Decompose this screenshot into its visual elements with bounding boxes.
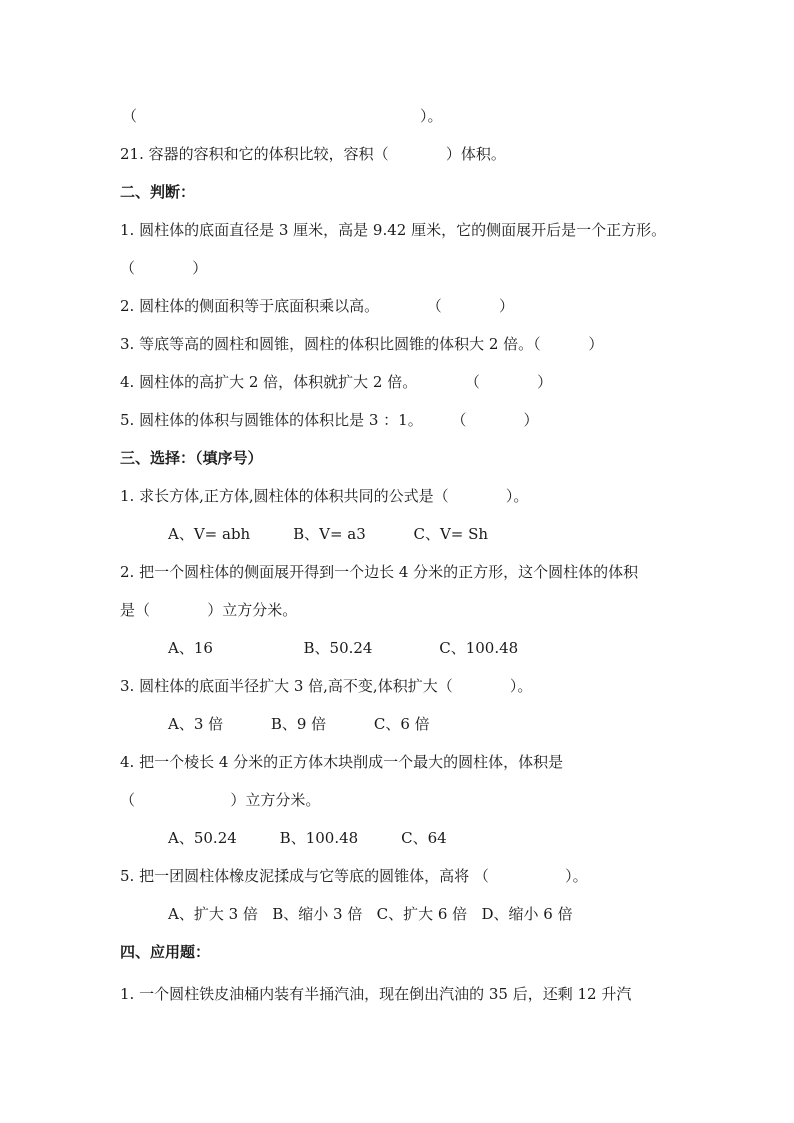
choice-q3: 3. 圆柱体的底面半径扩大 3 倍,高不变,体积扩大（ ）。 <box>120 677 533 695</box>
choice-q2-line2: 是（ ）立方分米。 <box>120 601 298 619</box>
choice-q4-line2: （ ）立方分米。 <box>120 791 321 809</box>
choice-q2-line1: 2. 把一个圆柱体的侧面展开得到一个边长 4 分米的正方形，这个圆柱体的体积 <box>120 563 639 581</box>
choice-q1: 1. 求长方体,正方体,圆柱体的体积共同的公式是（ ）。 <box>120 487 529 505</box>
carryover-open: （ <box>122 107 138 125</box>
choice-q5-options: A、扩大 3 倍 B、缩小 3 倍 C、扩大 6 倍 D、缩小 6 倍 <box>168 905 573 923</box>
judge-item-4: 4. 圆柱体的高扩大 2 倍，体积就扩大 2 倍。 （ ） <box>120 373 553 391</box>
question-21: 21. 容器的容积和它的体积比较，容积（ ）体积。 <box>120 145 506 163</box>
choice-q3-options: A、3 倍 B、9 倍 C、6 倍 <box>168 715 430 733</box>
application-q1: 1. 一个圆柱铁皮油桶内装有半捅汽油，现在倒出汽油的 35 后，还剩 12 升汽 <box>120 985 632 1003</box>
choice-q2-options: A、16 B、50.24 C、100.48 <box>168 639 519 657</box>
judge-item-2: 2. 圆柱体的侧面积等于底面积乘以高。 （ ） <box>120 297 514 315</box>
section-3-title: 三、选择：（填序号） <box>120 449 263 467</box>
choice-q5: 5. 把一团圆柱体橡皮泥揉成与它等底的圆锥体，高将 （ ）。 <box>120 867 588 885</box>
judge-item-1: 1. 圆柱体的底面直径是 3 厘米，高是 9.42 厘米，它的侧面展开后是一个正方形。 <box>120 221 667 239</box>
section-2-title: 二、判断： <box>120 183 196 201</box>
judge-item-3: 3. 等底等高的圆柱和圆锥，圆柱的体积比圆锥的体积大 2 倍。（ ） <box>120 335 604 353</box>
judge-item-1-answer: （ ） <box>120 259 208 277</box>
choice-q4-line1: 4. 把一个棱长 4 分米的正方体木块削成一个最大的圆柱体，体积是 <box>120 753 564 771</box>
choice-q1-options: A、V= abh B、V= a3 C、V= Sh <box>168 525 489 543</box>
judge-item-5: 5. 圆柱体的体积与圆锥体的体积比是 3 ：1。 （ ） <box>120 411 539 429</box>
section-4-title: 四、应用题： <box>120 943 211 961</box>
choice-q4-options: A、50.24 B、100.48 C、64 <box>168 829 447 847</box>
carryover-close: ）。 <box>420 107 443 125</box>
